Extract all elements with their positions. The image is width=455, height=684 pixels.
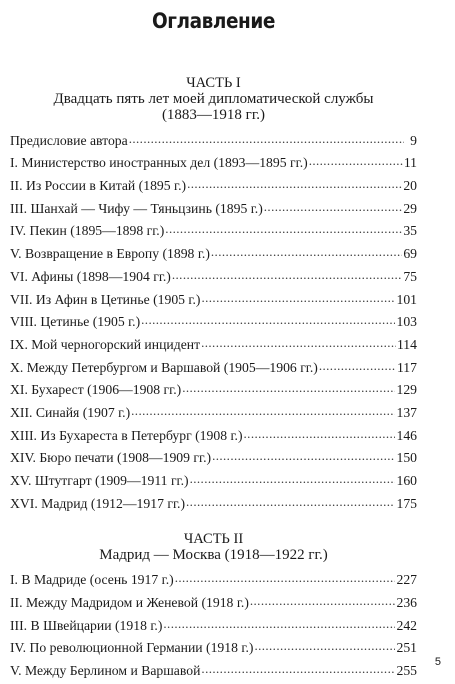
toc-entry-list xyxy=(10,131,417,517)
dot-leader xyxy=(244,426,396,440)
toc-entry[interactable] xyxy=(10,176,417,199)
dot-leader xyxy=(131,403,395,417)
toc-entry-title: VII. Из Афин в Цетинье (1905 г.) xyxy=(10,291,201,307)
toc-entry[interactable] xyxy=(10,426,417,449)
dot-leader xyxy=(182,381,395,395)
toc-entry-page: 255 xyxy=(396,663,417,679)
toc-entry-title: III. Шанхай — Чифу — Тяньцзинь (1895 г.) xyxy=(10,200,263,216)
toc-entry[interactable] xyxy=(10,571,417,594)
toc-entry-title: I. Министерство иностранных дел (1893—1895 гг.) xyxy=(10,155,308,171)
toc-entry-title: XIII. Из Бухареста в Петербург (1908 г.) xyxy=(10,427,243,443)
toc-entry-page: 129 xyxy=(396,382,417,398)
dot-leader xyxy=(264,199,403,213)
toc-entry-page: 114 xyxy=(396,336,417,352)
toc-entry-title: XVI. Мадрид (1912—1917 гг.) xyxy=(10,495,186,511)
toc-entry-title: III. В Швейцарии (1918 г.) xyxy=(10,617,163,633)
toc-entry[interactable] xyxy=(10,199,417,222)
dot-leader xyxy=(309,154,403,168)
toc-entry-title: II. Из России в Китай (1895 г.) xyxy=(10,178,187,194)
toc-entry[interactable] xyxy=(10,381,417,404)
dot-leader xyxy=(319,358,396,372)
toc-entry-page: 227 xyxy=(396,572,417,588)
dot-leader xyxy=(211,244,402,258)
toc-entry[interactable] xyxy=(10,593,417,616)
toc-entry[interactable] xyxy=(10,131,417,154)
toc-entry-page: 75 xyxy=(403,268,417,284)
toc-parts xyxy=(10,75,417,684)
toc-entry-page: 101 xyxy=(396,291,417,307)
dot-leader xyxy=(201,335,396,349)
dot-leader xyxy=(201,661,395,675)
toc-entry[interactable] xyxy=(10,244,417,267)
toc-entry[interactable] xyxy=(10,449,417,472)
page-number: 5 xyxy=(434,656,441,668)
toc-entry-title: I. В Мадриде (осень 1917 г.) xyxy=(10,572,174,588)
toc-entry[interactable] xyxy=(10,290,417,313)
toc-entry-title: XI. Бухарест (1906—1908 гг.) xyxy=(10,382,182,398)
toc-entry-title: XII. Синайя (1907 г.) xyxy=(10,404,131,420)
toc-entry-title: XV. Штутгарт (1909—1911 гг.) xyxy=(10,473,189,488)
dot-leader xyxy=(187,176,402,190)
toc-entry[interactable] xyxy=(10,222,417,245)
toc-entry-page: 175 xyxy=(396,495,417,511)
toc-entry[interactable] xyxy=(10,616,417,639)
toc-entry-title: II. Между Мадридом и Женевой (1918 г.) xyxy=(10,595,249,611)
toc-entry-page: 251 xyxy=(396,640,417,656)
part-subtitle: Мадрид — Москва (1918—1922 гг.) xyxy=(99,546,328,563)
part-subtitle: (1883—1918 гг.) xyxy=(161,107,266,123)
toc-entry-page: 117 xyxy=(396,359,417,375)
toc-entry-title: IV. Пекин (1895—1898 гг.) xyxy=(10,223,165,239)
dot-leader xyxy=(254,639,395,653)
dot-leader xyxy=(165,222,402,236)
toc-entry[interactable] xyxy=(10,494,417,517)
dot-leader xyxy=(250,593,396,607)
toc-entry-title: VIII. Цетинье (1905 г.) xyxy=(10,314,141,330)
toc-entry-page: 11 xyxy=(403,155,417,171)
toc-entry-title: VI. Афины (1898—1904 гг.) xyxy=(10,268,171,284)
dot-leader xyxy=(201,290,395,304)
toc-entry-page: 242 xyxy=(396,617,417,633)
toc-entry-title: XIV. Бюро печати (1908—1909 гг.) xyxy=(10,450,212,466)
toc-entry-title: IV. По революционной Германии (1918 г.) xyxy=(10,640,254,656)
dot-leader xyxy=(186,494,395,508)
toc-entry-page: 146 xyxy=(396,427,417,443)
toc-entry-page: 9 xyxy=(410,132,417,148)
toc-entry-title: Предисловие автора xyxy=(10,132,128,148)
dot-leader xyxy=(172,267,402,281)
toc-entry[interactable] xyxy=(10,471,417,494)
toc-entry-title: V. Возвращение в Европу (1898 г.) xyxy=(10,246,210,262)
toc-entry[interactable] xyxy=(10,639,417,662)
toc-entry[interactable] xyxy=(10,154,417,177)
toc-entry[interactable] xyxy=(10,403,417,426)
toc-entry-page: 35 xyxy=(403,223,417,239)
toc-entry-title: X. Между Петербургом и Варшавой (1905—1906 гг.) xyxy=(10,359,318,375)
toc-entry[interactable] xyxy=(10,335,417,358)
toc-entry-page: 236 xyxy=(396,595,417,611)
toc-entry[interactable] xyxy=(10,313,417,336)
toc-entry-page: 20 xyxy=(403,178,417,194)
dot-leader xyxy=(190,471,396,485)
part-2-header xyxy=(10,531,417,563)
toc-entry-list xyxy=(10,571,417,684)
dot-leader xyxy=(212,449,395,463)
toc-entry-page: 150 xyxy=(396,450,417,466)
dot-leader xyxy=(163,616,395,630)
toc-entry-page: 160 xyxy=(396,473,417,488)
dot-leader xyxy=(141,313,395,327)
toc-entry[interactable] xyxy=(10,267,417,290)
part-subtitle: Двадцать пять лет моей дипломатической службы xyxy=(53,91,374,107)
toc-entry-page: 137 xyxy=(396,404,417,420)
toc-entry-page: 103 xyxy=(396,314,417,330)
toc-entry[interactable] xyxy=(10,358,417,381)
toc-entry-page: 29 xyxy=(403,200,417,216)
toc-entry-title: V. Между Берлином и Варшавой xyxy=(10,663,201,679)
page-title: Оглавление xyxy=(151,9,275,33)
toc-entry-title: IX. Мой черногорский инцидент xyxy=(10,336,201,352)
part-1-header xyxy=(10,75,417,123)
toc-entry-page: 69 xyxy=(403,246,417,262)
dot-leader xyxy=(175,571,396,585)
dot-leader xyxy=(129,131,404,145)
part-label: ЧАСТЬ I xyxy=(186,75,241,91)
part-label: ЧАСТЬ II xyxy=(183,530,244,547)
